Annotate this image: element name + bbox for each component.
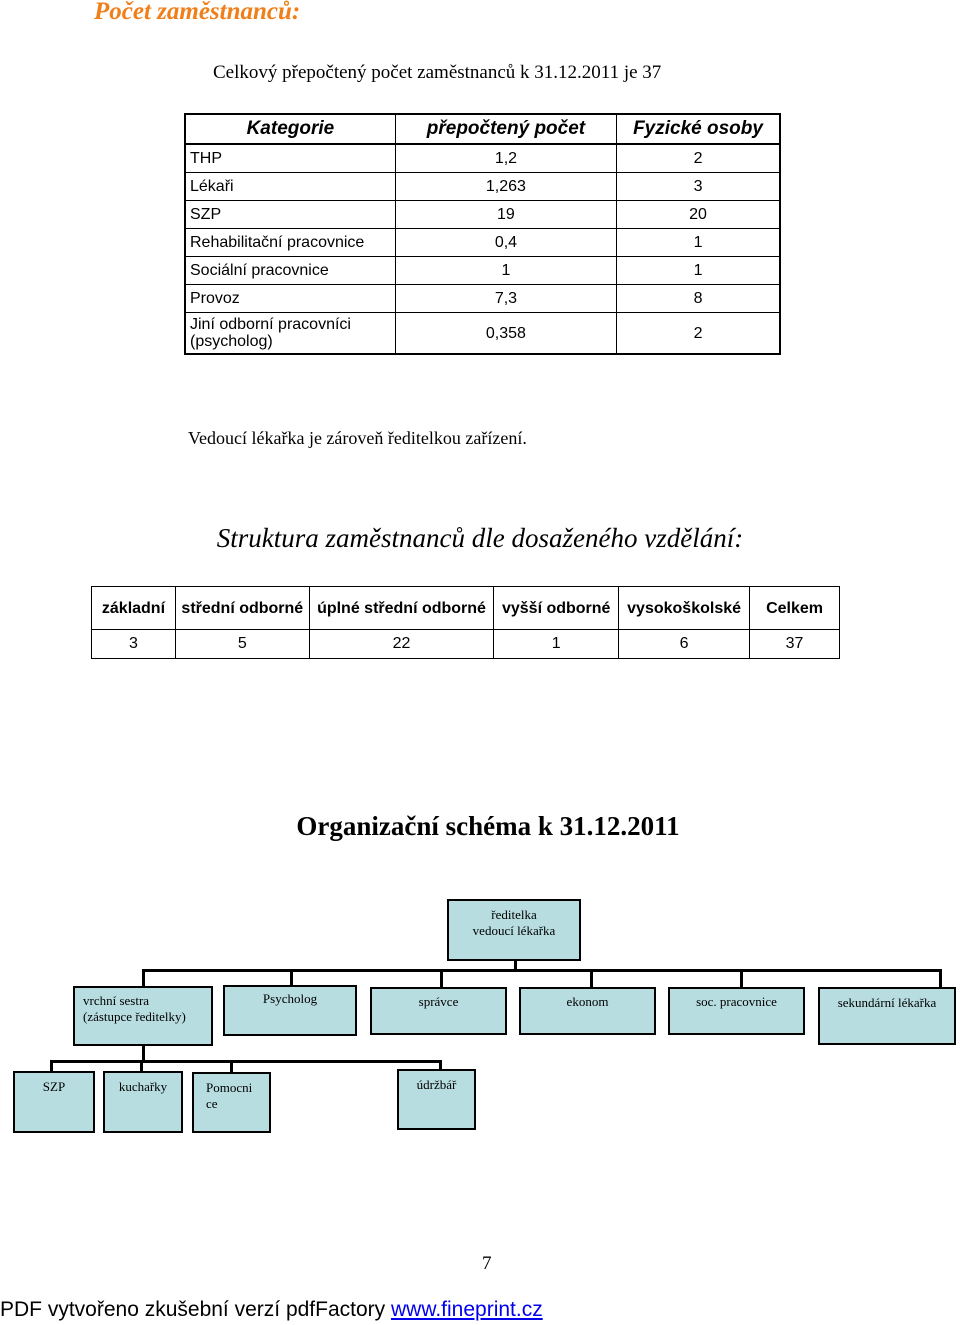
headcount-cell: 1 <box>617 229 780 257</box>
headcount-cell: 20 <box>617 201 780 229</box>
column-header: vyšší odborné <box>494 587 619 630</box>
org-box-label: údržbář <box>416 1077 457 1092</box>
headcount-cell: 1 <box>617 257 780 285</box>
table-row <box>185 257 780 285</box>
org-chart-title: Organizační schéma k 31.12.2011 <box>296 811 680 841</box>
org-box-helpers <box>192 1072 271 1133</box>
education-title: Struktura zaměstnanců dle dosaženého vzdělání: <box>216 523 744 553</box>
column-header: základní <box>92 587 176 630</box>
connector-line <box>290 969 293 986</box>
table-row <box>185 144 780 173</box>
table-row <box>185 313 780 355</box>
org-box-label: vedoucí lékařka <box>472 923 556 938</box>
category-cell: Provoz <box>185 285 395 313</box>
org-box-label: SZP <box>42 1079 66 1094</box>
org-box-label: Pomocni <box>206 1080 253 1095</box>
category-cell: Lékaři <box>185 173 395 201</box>
column-header: střední odborné <box>175 587 309 630</box>
org-box-economist <box>519 987 656 1035</box>
category-cell: Jiní odborní pracovníci (psycholog) <box>185 313 395 355</box>
pdf-footer <box>0 1298 543 1322</box>
headcount-cell: 8 <box>617 285 780 313</box>
org-box-administrator <box>370 987 507 1035</box>
connector-line <box>740 969 743 988</box>
page-number: 7 <box>482 1253 492 1274</box>
column-header: Fyzické osoby <box>617 114 780 144</box>
connector-line <box>590 969 593 988</box>
value-cell: 3 <box>92 630 176 659</box>
fte-cell: 1 <box>395 257 616 285</box>
column-header: přepočtený počet <box>395 114 616 144</box>
fte-cell: 0,358 <box>395 313 616 355</box>
director-note: Vedoucí lékařka je zároveň ředitelkou zařízení. <box>188 428 527 448</box>
org-box-social-worker <box>668 987 805 1035</box>
org-box-label: ekonom <box>566 994 609 1009</box>
connector-line <box>50 1060 442 1063</box>
org-box-nurses <box>13 1071 95 1133</box>
org-box-director <box>447 899 581 961</box>
fte-cell: 0,4 <box>395 229 616 257</box>
fte-cell: 1,2 <box>395 144 616 173</box>
footer-text: PDF vytvořeno zkušební verzí pdfFactory <box>0 1298 391 1321</box>
category-cell: Rehabilitační pracovnice <box>185 229 395 257</box>
org-box-junior-doctor <box>818 987 956 1045</box>
column-header: úplné střední odborné <box>309 587 494 630</box>
table-row <box>185 285 780 313</box>
staff-table <box>184 113 781 355</box>
org-box-maintenance <box>397 1069 476 1130</box>
staff-table-header-row <box>185 114 780 144</box>
org-box-label: (zástupce ředitelky) <box>83 1009 186 1024</box>
connector-line <box>142 969 942 972</box>
org-box-label: Psycholog <box>262 991 318 1006</box>
value-cell: 5 <box>175 630 309 659</box>
column-header: Celkem <box>750 587 840 630</box>
category-cell: Sociální pracovnice <box>185 257 395 285</box>
table-row <box>92 630 840 659</box>
org-box-cooks <box>103 1071 183 1133</box>
fte-cell: 19 <box>395 201 616 229</box>
column-header: Kategorie <box>185 114 395 144</box>
value-cell: 6 <box>619 630 750 659</box>
org-box-label: soc. pracovnice <box>696 994 777 1009</box>
table-row <box>185 173 780 201</box>
category-cell: SZP <box>185 201 395 229</box>
table-row <box>185 229 780 257</box>
connector-line <box>939 969 942 988</box>
connector-line <box>440 969 443 988</box>
value-cell: 37 <box>750 630 840 659</box>
total-employees-text: Celkový přepočtený počet zaměstnanců k 31.12.2011 je 37 <box>213 62 662 83</box>
org-box-label: vrchní sestra <box>83 993 150 1008</box>
headcount-cell: 3 <box>617 173 780 201</box>
education-table <box>91 586 840 659</box>
section-heading: Počet zaměstnanců: <box>94 0 301 25</box>
category-cell: THP <box>185 144 395 173</box>
headcount-cell: 2 <box>617 313 780 355</box>
table-row <box>185 201 780 229</box>
fte-cell: 7,3 <box>395 285 616 313</box>
org-box-head-nurse <box>73 986 213 1046</box>
org-box-label: ce <box>206 1096 218 1111</box>
value-cell: 1 <box>494 630 619 659</box>
org-box-label: kuchařky <box>118 1079 168 1094</box>
footer-link[interactable]: www.fineprint.cz <box>390 1298 543 1321</box>
org-box-label: správce <box>418 994 459 1009</box>
org-box-label: ředitelka <box>491 907 537 922</box>
education-header-row <box>92 587 840 630</box>
org-box-label: sekundární lékařka <box>837 995 937 1010</box>
headcount-cell: 2 <box>617 144 780 173</box>
column-header: vysokoškolské <box>619 587 750 630</box>
org-box-psychologist <box>223 985 357 1036</box>
value-cell: 22 <box>309 630 494 659</box>
fte-cell: 1,263 <box>395 173 616 201</box>
